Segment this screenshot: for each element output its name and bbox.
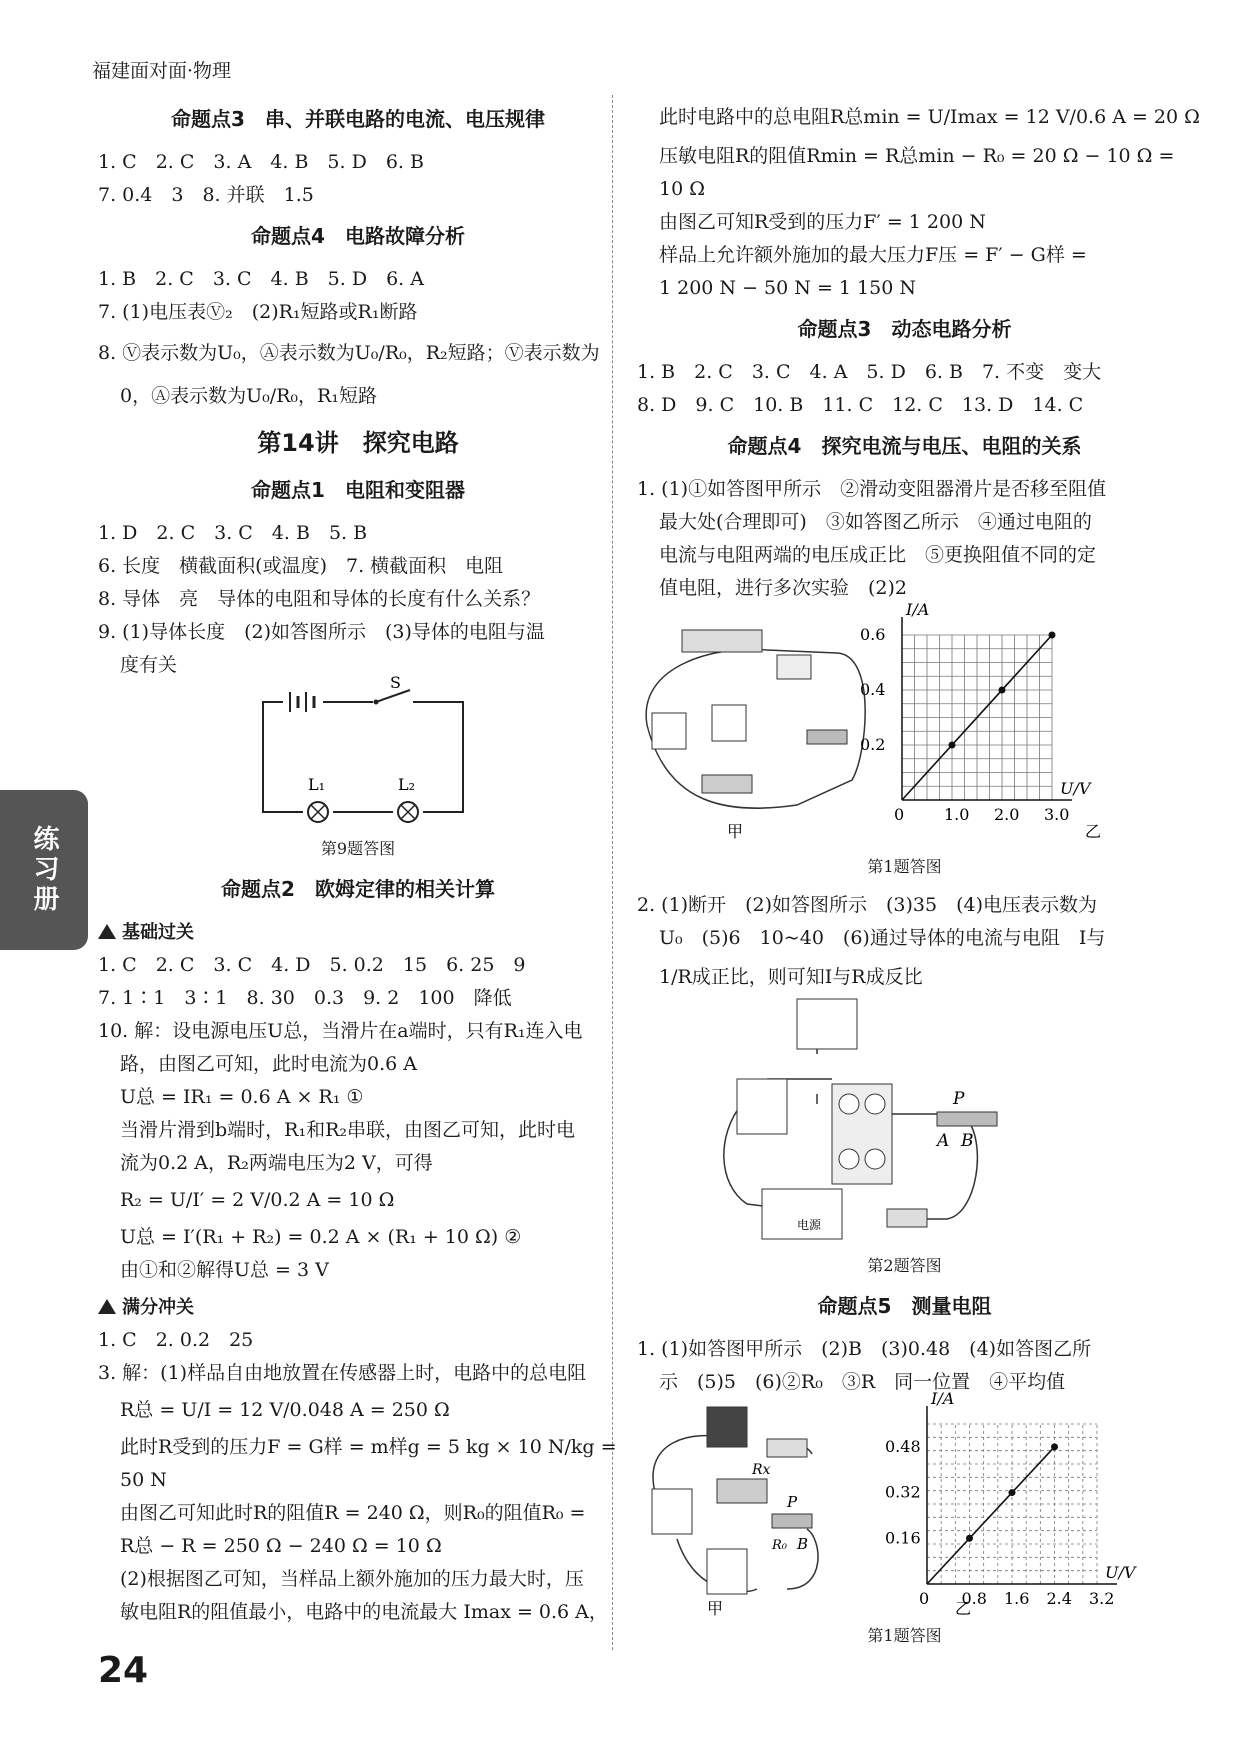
- switch-label: S: [390, 673, 401, 692]
- answer-line: 压敏电阻R的阻值Rmin = R总min − R₀ = 20 Ω − 10 Ω =: [659, 145, 1175, 167]
- answer-line: 1. C 2. C 3. A 4. B 5. D 6. B: [98, 151, 424, 173]
- section-title: 命题点2 欧姆定律的相关计算: [221, 877, 495, 901]
- x-tick-label: 0.8: [961, 1589, 987, 1608]
- label-yi: 乙: [1085, 822, 1102, 841]
- answer-line: U总 = IR₁ = 0.6 A × R₁ ①: [120, 1086, 364, 1108]
- terminal-b-label: B: [961, 1131, 974, 1151]
- answer-line: (2)根据图乙可知，当样品上额外施加的压力最大时，压: [120, 1568, 584, 1590]
- x-axis-label: U/V: [1105, 1563, 1136, 1582]
- meter: [707, 1549, 747, 1594]
- answer-line: 8. Ⓥ表示数为U₀，Ⓐ表示数为U₀/R₀，R₂短路；Ⓥ表示数为: [98, 342, 600, 364]
- rheostat: [807, 730, 847, 744]
- answer-line: 2. (1)断开 (2)如答图所示 (3)35 (4)电压表示数为: [637, 894, 1097, 916]
- x-tick-label: 0: [919, 1589, 930, 1608]
- answer-line: 1. (1)如答图甲所示 (2)B (3)0.48 (4)如答图乙所: [637, 1338, 1092, 1360]
- experiment-figure-5: [637, 1389, 1172, 1619]
- answer-line: 敏电阻R的阻值最小，电路中的电流最大 Imax = 0.6 A，: [120, 1601, 608, 1623]
- answer-line: 1 200 N − 50 N = 1 150 N: [659, 277, 916, 299]
- y-tick-label: 0.32: [885, 1482, 921, 1502]
- section-title: 命题点3 动态电路分析: [797, 317, 1012, 341]
- data-point: [949, 742, 956, 749]
- answer-line: U总 = I′(R₁ + R₂) = 0.2 A × (R₁ + 10 Ω) ②: [120, 1226, 522, 1248]
- answer-line: 10 Ω: [659, 178, 705, 200]
- right-column: [637, 95, 1200, 1652]
- answer-line: 50 N: [120, 1469, 167, 1491]
- answer-line: 路，由图乙可知，此时电流为0.6 A: [120, 1053, 417, 1075]
- answer-line: 1. C 2. 0.2 25: [98, 1329, 254, 1351]
- answer-line: 电流与电阻两端的电压成正比 ⑤更换阻值不同的定: [659, 544, 1097, 566]
- answer-line: R总 = U/I = 12 V/0.048 A = 250 Ω: [120, 1399, 450, 1421]
- left-column: [98, 95, 618, 1629]
- figure-9-circuit: [98, 673, 618, 832]
- answer-line: 当滑片滑到b端时，R₁和R₂串联，由图乙可知，此时电: [120, 1119, 576, 1141]
- switch: [767, 1439, 807, 1457]
- figure-5-experiment: [637, 1389, 1172, 1619]
- figure-1-experiment: [637, 600, 1172, 850]
- label-jia: 甲: [707, 1599, 724, 1618]
- answer-line: 6. 长度 横截面积(或温度) 7. 横截面积 电阻: [98, 555, 504, 577]
- answer-line: 0，Ⓐ表示数为U₀/R₀，R₁短路: [120, 385, 377, 407]
- data-point: [1049, 632, 1056, 639]
- figure-caption: 第9题答图: [320, 839, 396, 858]
- answer-line: 10. 解：设电源电压U总，当滑片在a端时，只有R₁连入电: [98, 1020, 583, 1042]
- chart-i-u-1: [860, 600, 1092, 824]
- battery-pack: [707, 1407, 747, 1447]
- section-title: 命题点4 电路故障分析: [251, 224, 465, 248]
- side-tab-practice: 练习册: [0, 790, 88, 950]
- page-number: 24: [98, 1650, 149, 1691]
- figure-caption: 第2题答图: [867, 1256, 942, 1275]
- y-tick-label: 0.6: [860, 625, 886, 644]
- meter: [712, 705, 746, 741]
- meter: [652, 713, 686, 749]
- lamp-l1-label: L₁: [308, 775, 326, 794]
- answer-line: 流为0.2 A，R₂两端电压为2 V，可得: [120, 1152, 433, 1174]
- answer-line: 示 (5)5 (6)②R₀ ③R 同一位置 ④平均值: [659, 1371, 1066, 1393]
- chart-i-u-2: [885, 1389, 1137, 1608]
- running-header: 福建面对面·物理: [92, 60, 232, 82]
- section-title: 命题点5 测量电阻: [817, 1294, 992, 1318]
- x-tick-label: 3.0: [1044, 805, 1070, 824]
- figure-caption: 第1题答图: [867, 857, 942, 876]
- section-title: 命题点4 探究电流与电压、电阻的关系: [727, 434, 1082, 458]
- label-jia: 甲: [727, 822, 744, 841]
- section-title: 命题点1 电阻和变阻器: [251, 478, 465, 502]
- voltmeter: [797, 999, 857, 1049]
- y-tick-label: 0.4: [860, 680, 886, 699]
- x-tick-label: 3.2: [1089, 1589, 1115, 1608]
- answer-line: 1. C 2. C 3. C 4. D 5. 0.2 15 6. 25 9: [98, 954, 526, 976]
- meter: [652, 1489, 692, 1534]
- triangle-icon: [98, 1299, 116, 1314]
- data-point: [966, 1535, 973, 1542]
- answer-line: 度有关: [120, 654, 178, 676]
- battery-box: [682, 630, 762, 652]
- lecture-title: 第14讲 探究电路: [257, 429, 459, 457]
- section-title: 命题点3 串、并联电路的电流、电压规律: [171, 107, 545, 131]
- y-axis-label: I/A: [931, 1389, 955, 1408]
- answer-line: 7. 0.4 3 8. 并联 1.5: [98, 184, 314, 206]
- x-tick-label: 2.0: [994, 805, 1020, 824]
- data-point: [999, 687, 1006, 694]
- y-tick-label: 0.16: [885, 1528, 921, 1548]
- terminal-b-label: B: [797, 1535, 809, 1553]
- subsection-basic: 基础过关: [98, 916, 618, 949]
- experiment-figure-2: [637, 994, 1172, 1249]
- answer-line: 1. B 2. C 3. C 4. B 5. D 6. A: [98, 268, 424, 290]
- rx-label: Rx: [752, 1462, 771, 1478]
- answer-line: 9. (1)导体长度 (2)如答图所示 (3)导体的电阻与温: [98, 621, 545, 643]
- x-axis-label: U/V: [1060, 779, 1091, 798]
- answer-line: 最大处(合理即可) ③如答图乙所示 ④通过电阻的: [659, 511, 1092, 533]
- answer-line: 1. (1)①如答图甲所示 ②滑动变阻器滑片是否移至阻值: [637, 478, 1107, 500]
- x-tick-label: 1.6: [1004, 1589, 1030, 1608]
- slider-p-label: P: [787, 1493, 798, 1511]
- r0-label: R₀: [772, 1538, 787, 1553]
- answer-line: 此时电路中的总电阻R总min = U/Imax = 12 V/0.6 A = 20 Ω: [659, 106, 1200, 128]
- figure-2-circuit: [637, 994, 1172, 1249]
- answer-line: 1/R成正比，则可知I与R成反比: [659, 966, 923, 988]
- answer-line: 由图乙可知此时R的阻值R = 240 Ω，则R₀的阻值R₀ =: [120, 1502, 586, 1524]
- data-point: [1051, 1443, 1058, 1450]
- x-tick-label: 0: [894, 805, 905, 824]
- y-tick-label: 0.2: [860, 735, 886, 754]
- resistor: [702, 775, 752, 793]
- answer-line: R总 − R = 250 Ω − 240 Ω = 10 Ω: [120, 1535, 442, 1557]
- subsection-full: 满分冲关: [98, 1291, 618, 1324]
- label-yi: 乙: [955, 1599, 972, 1618]
- y-axis-label: I/A: [906, 600, 930, 619]
- answer-line: 3. 解：(1)样品自由地放置在传感器上时，电路中的总电阻: [98, 1362, 587, 1384]
- answer-line: 1. B 2. C 3. C 4. A 5. D 6. B 7. 不变 变大: [637, 361, 1102, 383]
- triangle-icon: [98, 924, 116, 939]
- answer-line: 值电阻，进行多次实验 (2)2: [659, 577, 908, 599]
- ammeter: [737, 1079, 787, 1134]
- answer-line: 由图乙可知R受到的压力F′ = 1 200 N: [659, 211, 986, 233]
- answer-line: 8. D 9. C 10. B 11. C 12. C 13. D 14. C: [637, 394, 1084, 416]
- x-tick-label: 2.4: [1046, 1589, 1072, 1608]
- answer-line: R₂ = U/I′ = 2 V/0.2 A = 10 Ω: [120, 1189, 395, 1211]
- answer-line: 7. 1∶1 3∶1 8. 30 0.3 9. 2 100 降低: [98, 987, 512, 1009]
- switch: [777, 655, 811, 679]
- terminal-a-label: A: [937, 1131, 950, 1151]
- answer-line: 1. D 2. C 3. C 4. B 5. B: [98, 522, 368, 544]
- switch: [887, 1209, 927, 1227]
- power-source-label: 电源: [797, 1218, 822, 1232]
- x-tick-label: 1.0: [944, 805, 970, 824]
- answer-line: 此时R受到的压力F = G样 = m样g = 5 kg × 10 N/kg =: [120, 1436, 617, 1458]
- lamp-l2-label: L₂: [398, 775, 416, 794]
- resistor: [717, 1479, 767, 1503]
- answer-line: 8. 导体 亮 导体的电阻和导体的长度有什么关系？: [98, 588, 541, 610]
- rheostat: [937, 1112, 997, 1126]
- y-tick-label: 0.48: [885, 1436, 921, 1456]
- rheostat: [772, 1514, 812, 1528]
- answer-line: U₀ (5)6 10~40 (6)通过导体的电流与电阻 I与: [659, 927, 1106, 949]
- answer-line: 由①和②解得U总 = 3 V: [120, 1259, 329, 1281]
- data-point: [1009, 1489, 1016, 1496]
- experiment-figure: [637, 600, 1172, 850]
- series-line: [927, 1447, 1055, 1584]
- slider-p-label: P: [953, 1089, 965, 1109]
- answer-line: 样品上允许额外施加的最大压力F压 = F′ − G样 =: [659, 244, 1087, 266]
- answer-line: 7. (1)电压表Ⓥ₂ (2)R₁短路或R₁断路: [98, 301, 418, 323]
- circuit-diagram: [98, 673, 618, 832]
- figure-caption: 第1题答图: [867, 1626, 942, 1645]
